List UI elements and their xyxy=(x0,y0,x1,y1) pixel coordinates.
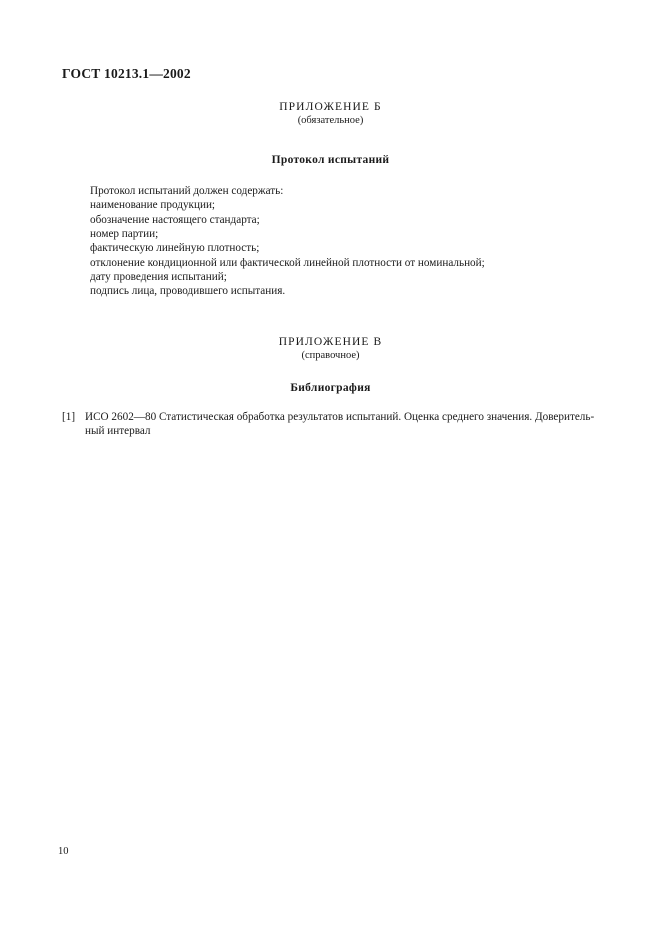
list-item: фактическую линейную плотность; xyxy=(90,242,260,255)
appendix-v-header xyxy=(0,336,661,361)
test-report-contents-list xyxy=(90,184,610,299)
appendix-v-title: ПРИЛОЖЕНИЕ В xyxy=(278,336,383,348)
list-item: обозначение настоящего стандарта; xyxy=(90,213,260,226)
bibliography-entry xyxy=(62,410,607,439)
appendix-b-header xyxy=(0,101,661,126)
bibliography-list xyxy=(62,410,607,439)
list-intro-line: Протокол испытаний должен содержать: xyxy=(90,185,284,197)
appendix-v-subtitle: (справочное) xyxy=(301,350,360,361)
list-item: отклонение кондиционной или фактической линейной плотности от номинальной; xyxy=(90,256,485,269)
document-header-standard-number: ГОСТ 10213.1—2002 xyxy=(62,66,191,81)
section-heading-test-report: Протокол испытаний xyxy=(271,154,390,166)
list-item: дату проведения испытаний; xyxy=(90,271,227,284)
page-number: 10 xyxy=(58,846,69,857)
list-item: наименование продукции; xyxy=(90,199,216,212)
list-item: подпись лица, проводившего испытания. xyxy=(90,285,286,298)
appendix-b-title: ПРИЛОЖЕНИЕ Б xyxy=(279,101,382,113)
bibliography-entry-number: [1] xyxy=(62,411,76,423)
bibliography-entry-continuation: ный интервал xyxy=(85,425,151,438)
bibliography-entry-text: ИСО 2602—80 Статистическая обработка результатов испытаний. Оценка среднего значения. Доверитель- xyxy=(85,411,595,423)
section-heading-bibliography: Библиография xyxy=(290,382,371,394)
appendix-b-subtitle: (обязательное) xyxy=(297,115,364,126)
list-item: номер партии; xyxy=(90,228,159,241)
